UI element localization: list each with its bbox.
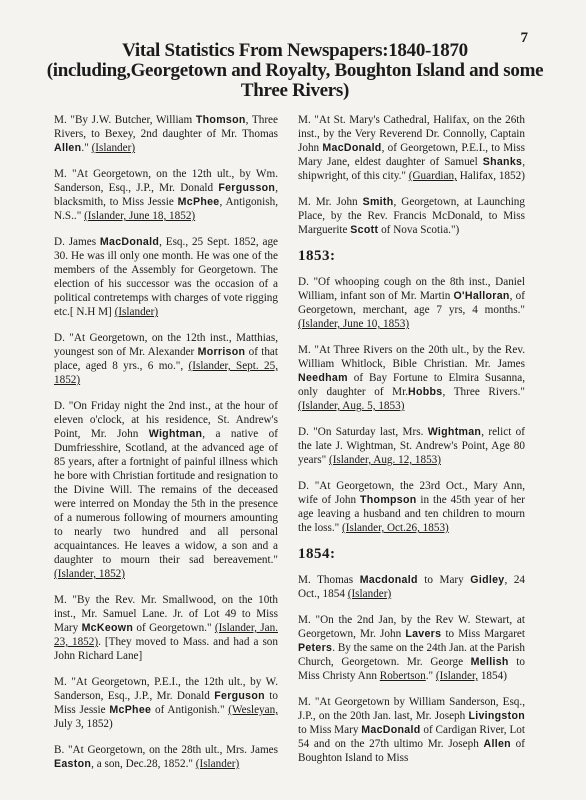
entry-text: D. "Of whooping cough on the 8th inst., Daniel William, infant son of Mr. Martin: [298, 276, 525, 302]
title-line-2: (including,Georgetown and Royalty, Boughton Island and some: [46, 60, 544, 81]
entry: [298, 113, 525, 183]
source-citation: (Islander, 1852): [54, 568, 126, 580]
entry-text: to Miss Margaret: [441, 628, 525, 640]
entry: [298, 343, 525, 413]
entry-text: to Miss Mary: [298, 724, 362, 736]
entry: [54, 167, 278, 223]
surname: Wightman: [427, 426, 482, 438]
entry-text: M. "At Georgetown by William Sanderson, Esq., J.P., on the 20th Jan. last, Mr. Joseph: [298, 696, 525, 722]
surname: Hobbs: [408, 386, 443, 398]
entry-text: , 24 Oct., 1854: [298, 574, 526, 600]
entry-text: .": [81, 142, 92, 154]
entry-text: , relict of the late J. Wightman, St. Andrew's Point, Age 80 years": [298, 426, 525, 466]
entry-text: D. "On Saturday last, Mrs.: [298, 426, 428, 438]
entry-text: , of Georgetown, P.E.I., to Miss Mary Jane, eldest daughter of Samuel: [298, 142, 525, 168]
title-line-3: Three Rivers): [240, 80, 350, 101]
surname: Easton: [54, 758, 92, 770]
surname: Lavers: [405, 628, 442, 640]
entry: [54, 235, 278, 319]
entry: [54, 331, 278, 387]
entry-text: of Cardigan River, Lot 54 and on the 27th ultimo Mr. Joseph: [298, 724, 525, 750]
surname: Macdonald: [359, 574, 418, 586]
entry: [54, 675, 278, 731]
entry: [54, 399, 278, 581]
entry-text: , Three Rivers.": [442, 386, 525, 398]
entry-text: .": [425, 670, 436, 682]
source-citation: (Islander): [195, 758, 240, 770]
surname: Shanks: [482, 156, 523, 168]
surname: Scott: [350, 224, 379, 236]
entry-text: , blacksmith, to Miss Jessie: [54, 182, 278, 208]
entry-text: M. "At St. Mary's Cathedral, Halifax, on the 26th inst., by the Very Reverend Dr. Connolly, Captain John: [298, 114, 525, 154]
surname: Gidley: [470, 574, 505, 586]
source-citation: (Islander, Jan. 23, 1852): [54, 622, 278, 648]
source-citation: (Islander): [114, 306, 159, 318]
year-heading-1854: 1854:: [298, 546, 336, 562]
surname: Needham: [298, 372, 348, 384]
surname: Ferguson: [214, 690, 265, 702]
entry-text: , shipwright, of this city.": [298, 156, 525, 182]
entry-text: M. "By J.W. Butcher, William: [54, 114, 196, 126]
entry-text: . [They moved to Mass. and had a son John Richard Lane]: [54, 636, 278, 662]
title-line-1: Vital Statistics From Newspapers:1840-1870: [122, 40, 468, 61]
entry: [298, 695, 525, 765]
surname: Thompson: [360, 494, 417, 506]
surname: O'Halloran: [453, 290, 510, 302]
entry-text: . By the same on the 24th Jan. at the Parish Church, Georgetown. Mr. George: [298, 642, 525, 668]
entry-text: to Miss Christy Ann: [298, 656, 526, 682]
entry: [298, 573, 525, 601]
entry-text: D. "At Georgetown, on the 12th inst., Matthias, youngest son of Mr. Alexander: [54, 332, 278, 358]
surname: McPhee: [177, 196, 220, 208]
entry: [54, 593, 278, 663]
entry-text: M. "At Three Rivers on the 20th ult., by the Rev. William Whitlock, Bible Christian. Mr. James: [298, 344, 525, 370]
entry: [298, 275, 525, 331]
source-citation: (Islander, Oct.26, 1853): [342, 522, 449, 534]
entry-text: D. "At Georgetown, the 23rd Oct., Mary Ann, wife of John: [298, 480, 525, 506]
surname: McKeown: [81, 622, 134, 634]
source-citation: (Islander, June 18, 1852): [84, 210, 196, 222]
page-title: [40, 41, 550, 101]
entry: [54, 743, 278, 771]
entry-text: of Boughton Island to Miss: [298, 738, 525, 764]
entry-text: July 3, 1852): [54, 718, 113, 730]
entry-text: Halifax, 1852): [456, 170, 525, 182]
source-citation: (Islander, June 10, 1853): [298, 318, 410, 330]
source-citation: (Islander, Aug. 5, 1853): [298, 400, 405, 412]
entry: [298, 613, 525, 683]
surname: Morrison: [197, 346, 246, 358]
entry-text: M. Mr. John: [298, 196, 363, 208]
entry: [54, 113, 278, 155]
entry-text: of Bay Fortune to Elmira Susanna, only daughter of Mr.: [298, 372, 525, 398]
entry-text: , Georgetown, at Launching Place, by the Rev. Francis McDonald, to Miss Marguerite: [298, 196, 525, 236]
surname: McPhee: [109, 704, 152, 716]
entry-text: M. "On the 2nd Jan, by the Rev W. Stewart, at Georgetown, Mr. John: [298, 614, 525, 640]
entry-text: , Three Rivers, to Bexey, 2nd daughter of Mr. Thomas: [54, 114, 278, 140]
source-citation: Robertson: [379, 670, 426, 682]
surname: Fergusson: [218, 182, 276, 194]
entry: [298, 479, 525, 535]
entry-text: D. "On Friday night the 2nd inst., at the hour of eleven o'clock, at his residence, St. Andrew's Point, Mr. John: [54, 400, 278, 440]
entry-text: in the 45th year of her age leaving a husband and ten children to mourn the loss.": [298, 494, 525, 534]
surname: Allen: [483, 738, 511, 750]
surname: Mellish: [470, 656, 509, 668]
source-citation: (Wesleyan,: [228, 704, 278, 716]
entry-text: D. James: [54, 236, 100, 248]
entry-text: of Nova Scotia."): [378, 224, 460, 236]
surname: Livingston: [468, 710, 525, 722]
source-citation: (Islander, Sept. 25, 1852): [54, 360, 278, 386]
surname: Smith: [362, 196, 394, 208]
entry-text: , Antigonish, N.S..": [54, 196, 278, 222]
entry-text: M. "At Georgetown, on the 12th ult., by Wm. Sanderson, Esq., J.P., Mr. Donald: [54, 168, 278, 194]
left-column: [54, 113, 278, 783]
entry-text: of Georgetown.": [133, 622, 215, 634]
entry-text: of Antigonish.": [151, 704, 229, 716]
entry-text: , of Georgetown, merchant, age 7 yrs, 4 months.": [298, 290, 525, 316]
entry-text: , a native of Dumfriesshire, Scotland, at the advanced age of 85 years, after a fortnight of painful illness which he bore with Christian fortitude and resignation to the Divine Will. The remains of the deceased were interred on Monday the 5th in the presence of a numerous following of mourners amounting to nearly two hundred and all personal acquaintances. He leaves a widow, a son and a daughter to mourn their sad bereavement.": [54, 428, 279, 566]
source-citation: (Islander, Aug. 12, 1853): [328, 454, 441, 466]
entry-text: M. "By the Rev. Mr. Smallwood, on the 10th inst., Mr. Samuel Lane. Jr. of Lot 49 to Miss Mary: [54, 594, 278, 634]
surname: MacDonald: [361, 724, 421, 736]
surname: MacDonald: [322, 142, 382, 154]
surname: Peters: [298, 642, 333, 654]
surname: Thomson: [195, 114, 246, 126]
source-citation: (Islander): [91, 142, 136, 154]
right-column: [298, 113, 525, 777]
entry-text: , Esq., 25 Sept. 1852, age 30. He was ill only one month. He was one of the members of the Assembly for Georgetown. The election of his successor was the occasion of a political contretemps with charges of vote rigging etc.[ N.H M]: [54, 236, 279, 318]
source-citation: (Guardian,: [408, 170, 457, 182]
entries-1854: [298, 573, 525, 765]
entry-text: of that place, aged 8 yrs., 6 mo.",: [54, 346, 278, 372]
surname: MacDonald: [99, 236, 160, 248]
source-citation: (Islander,: [435, 670, 479, 682]
entry-text: to Mary: [417, 574, 471, 586]
entry: [298, 195, 525, 237]
right-top-entries: [298, 113, 525, 237]
surname: Allen: [54, 142, 82, 154]
source-citation: (Islander): [347, 588, 392, 600]
entry-text: M. "At Georgetown, P.E.I., the 12th ult., by W. Sanderson, Esq., J.P., Mr. Donald: [54, 676, 278, 702]
entry-text: to Miss Jessie: [54, 690, 278, 716]
entry: [298, 425, 525, 467]
page-number: 7: [520, 30, 528, 46]
year-heading-1853: 1853:: [298, 248, 336, 264]
entry-text: 1854): [478, 670, 507, 682]
surname: Wightman: [148, 428, 203, 440]
entries-1853: [298, 275, 525, 535]
entry-text: B. "At Georgetown, on the 28th ult., Mrs. James: [54, 744, 278, 756]
entry-text: , a son, Dec.28, 1852.": [91, 758, 196, 770]
entry-text: M. Thomas: [298, 574, 360, 586]
